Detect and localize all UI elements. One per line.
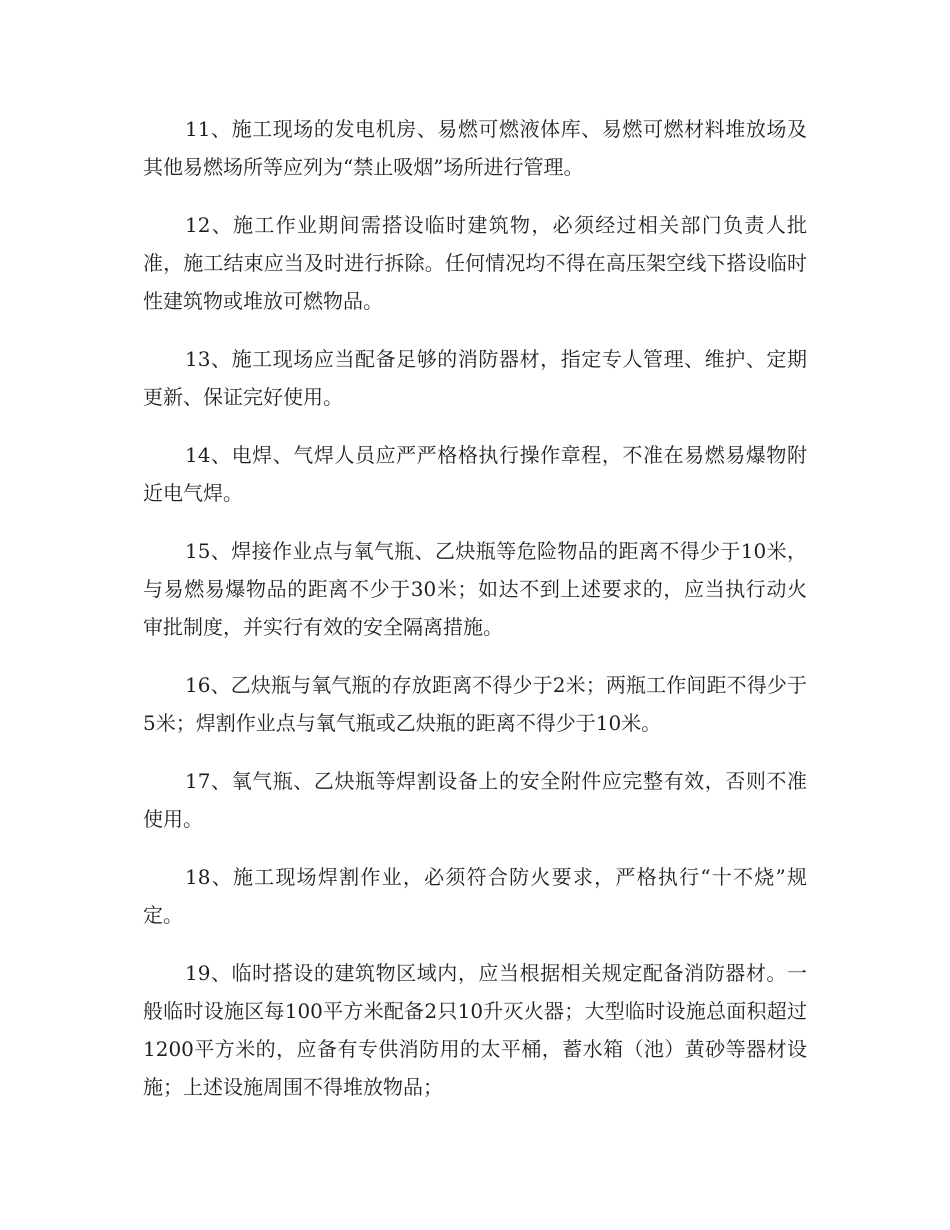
paragraph-15: 15、焊接作业点与氧气瓶、乙炔瓶等危险物品的距离不得少于10米，与易燃易爆物品的距离不少于30米；如达不到上述要求的，应当执行动火审批制度，并实行有效的安全隔离措施。	[143, 539, 807, 639]
paragraph-19: 19、临时搭设的建筑物区域内，应当根据相关规定配备消防器材。一般临时设施区每100平方米配备2只10升灭火器；大型临时设施总面积超过1200平方米的，应备有专供消防用的太平桶，蓄水箱（池）黄砂等器材设施；上述设施周围不得堆放物品；	[143, 961, 807, 1099]
paragraph-14: 14、电焊、气焊人员应严严格格执行操作章程，不准在易燃易爆物附近电气焊。	[143, 443, 807, 505]
paragraph-12: 12、施工作业期间需搭设临时建筑物，必须经过相关部门负责人批准，施工结束应当及时进行拆除。任何情况均不得在高压架空线下搭设临时性建筑物或堆放可燃物品。	[143, 213, 807, 313]
paragraph-11: 11、施工现场的发电机房、易燃可燃液体库、易燃可燃材料堆放场及其他易燃场所等应列为“禁止吸烟”场所进行管理。	[143, 117, 807, 179]
paragraph-13: 13、施工现场应当配备足够的消防器材，指定专人管理、维护、定期更新、保证完好使用。	[143, 347, 807, 409]
paragraph-18: 18、施工现场焊割作业，必须符合防火要求，严格执行“十不烧”规定。	[143, 865, 807, 927]
paragraph-16: 16、乙炔瓶与氧气瓶的存放距离不得少于2米；两瓶工作间距不得少于5米；焊割作业点与氧气瓶或乙炔瓶的距离不得少于10米。	[143, 673, 807, 735]
paragraph-17: 17、氧气瓶、乙炔瓶等焊割设备上的安全附件应完整有效，否则不准使用。	[143, 769, 807, 831]
document-body	[143, 110, 807, 1126]
